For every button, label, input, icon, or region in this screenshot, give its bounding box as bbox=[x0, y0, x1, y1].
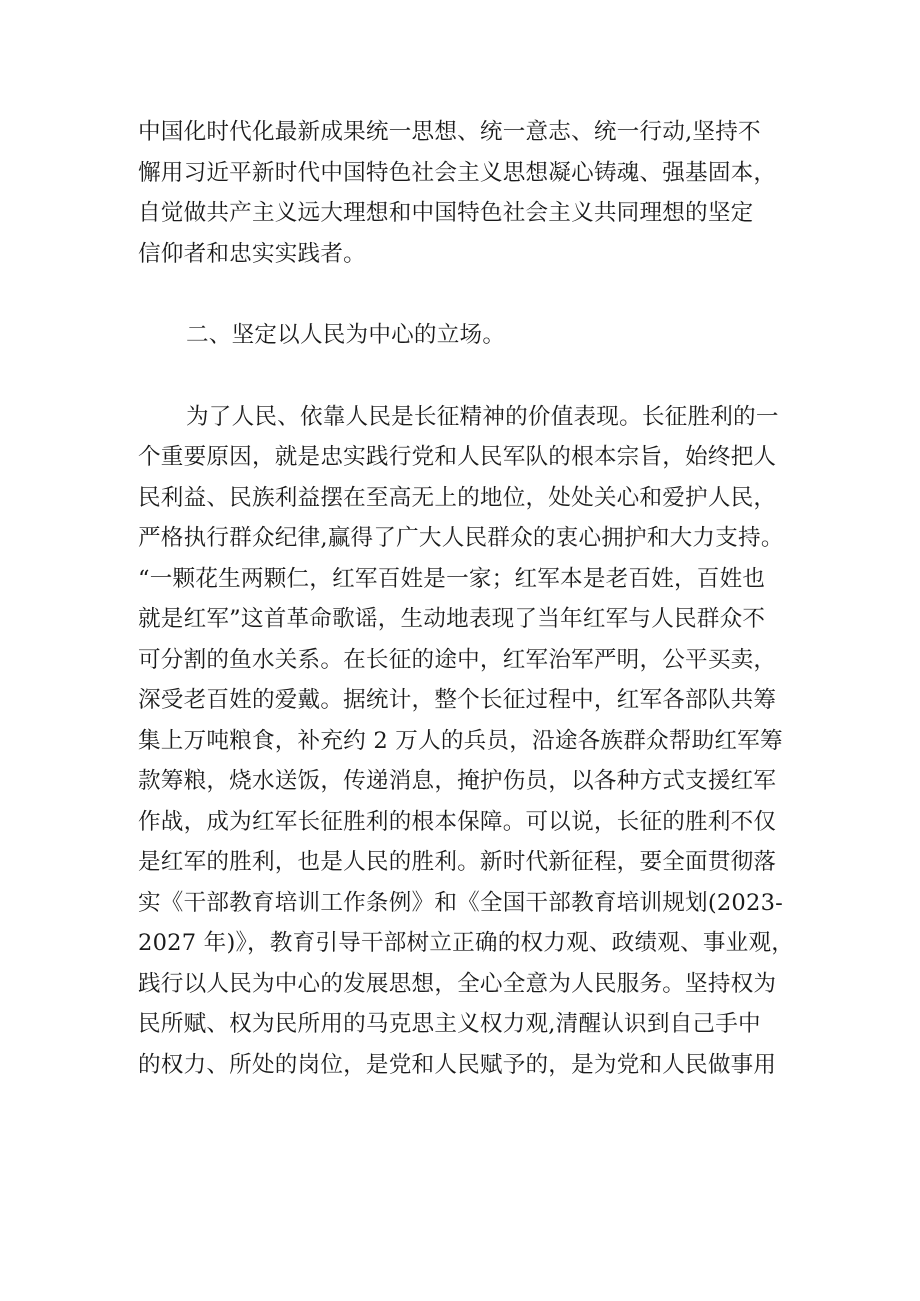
paragraph-2-line: 的权力、所处的岗位，是党和人民赋予的，是为党和人民做事用 bbox=[138, 1051, 777, 1078]
paragraph-2-line: 民所赋、权为民所用的马克思主义权力观,清醒认识到自己手中 bbox=[138, 1011, 761, 1037]
section-heading-block bbox=[138, 315, 790, 356]
paragraph-2-line: 就是红军”这首革命歌谣，生动地表现了当年红军与人民群众不 bbox=[138, 606, 766, 632]
paragraph-2-line: 作战，成为红军长征胜利的根本保障。可以说，长征的胜利不仅 bbox=[138, 808, 777, 835]
paragraph-2-line: “一颗花生两颗仁，红军百姓是一家；红军本是老百姓，百姓也 bbox=[138, 565, 766, 592]
paragraph-2 bbox=[138, 397, 795, 1086]
paragraph-2-line: 款筹粮，烧水送饭，传递消息，掩护伤员，以各种方式支援红军 bbox=[138, 768, 777, 794]
paragraph-2-line: 集上万吨粮食，补充约 2 万人的兵员，沿途各族群众帮助红军筹 bbox=[138, 727, 783, 754]
paragraph-2-line: 民利益、民族利益摆在至高无上的地位，处处关心和爱护人民， bbox=[138, 484, 777, 511]
paragraph-1-line: 懈用习近平新时代中国特色社会主义思想凝心铸魂、强基固本， bbox=[138, 159, 777, 186]
paragraph-1-line: 信仰者和忠实实践者。 bbox=[138, 240, 366, 267]
paragraph-2-line: 是红军的胜利，也是人民的胜利。新时代新征程，要全面贯彻落 bbox=[138, 849, 777, 875]
paragraph-2-line: 践行以人民为中心的发展思想，全心全意为人民服务。坚持权为 bbox=[138, 970, 777, 997]
paragraph-1 bbox=[138, 112, 790, 274]
paragraph-2-line: 个重要原因，就是忠实践行党和人民军队的根本宗旨，始终把人 bbox=[138, 444, 777, 470]
paragraph-2-line: 实《干部教育培训工作条例》和《全国干部教育培训规划(2023- bbox=[138, 889, 783, 916]
paragraph-2-line: 深受老百姓的爱戴。据统计，整个长征过程中，红军各部队共筹 bbox=[138, 687, 777, 713]
paragraph-2-line: 严格执行群众纪律,赢得了广大人民群众的衷心拥护和大力支持。 bbox=[138, 525, 784, 551]
paragraph-1-line: 自觉做共产主义远大理想和中国特色社会主义共同理想的坚定 bbox=[138, 200, 754, 226]
paragraph-1-line: 中国化时代化最新成果统一思想、统一意志、统一行动,坚持不 bbox=[138, 119, 761, 145]
paragraph-2-line: 2027 年)》，教育引导干部树立正确的权力观、政绩观、事业观， bbox=[138, 930, 795, 956]
document-page bbox=[138, 112, 795, 1085]
paragraph-2-line: 可分割的鱼水关系。在长征的途中，红军治军严明，公平买卖， bbox=[138, 646, 777, 673]
paragraph-2-line: 为了人民、依靠人民是长征精神的价值表现。长征胜利的一 bbox=[186, 403, 779, 430]
section-heading: 二、坚定以人民为中心的立场。 bbox=[186, 322, 506, 348]
